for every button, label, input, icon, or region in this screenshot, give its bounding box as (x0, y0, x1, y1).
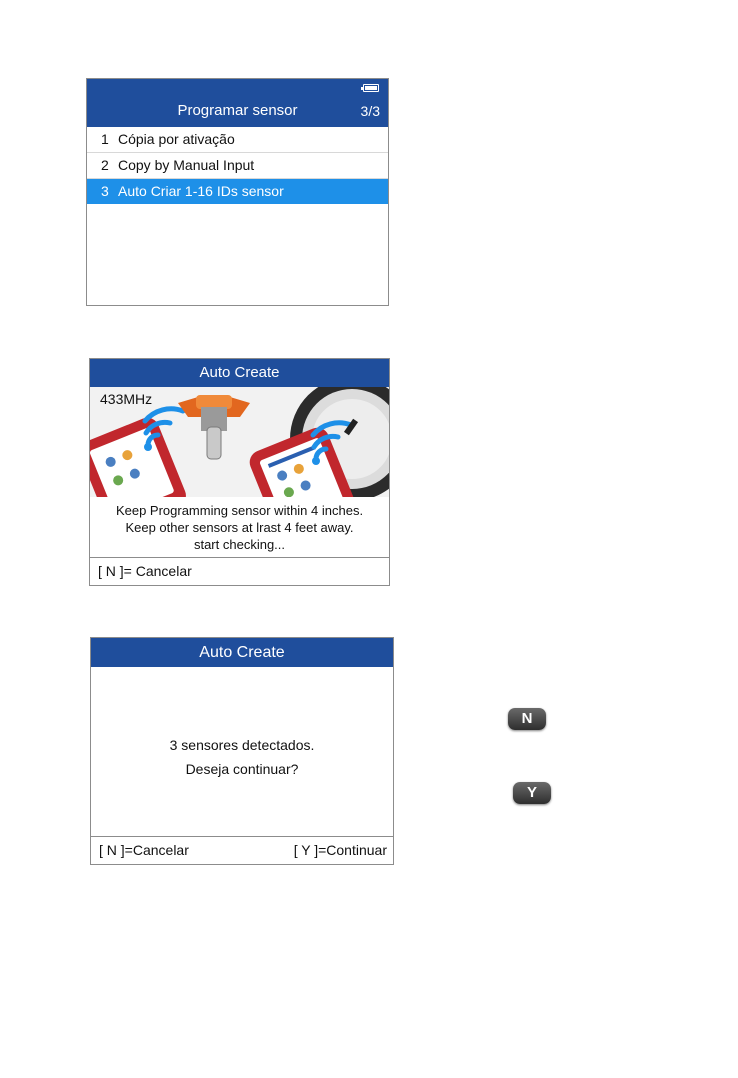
page-indicator: 3/3 (360, 103, 380, 119)
detected-message (91, 733, 393, 781)
message-line: Keep Programming sensor within 4 inches. (115, 503, 364, 518)
continue-hint: [ Y ]=Continuar (293, 842, 387, 858)
menu-item-number: 2 (101, 157, 109, 173)
message-line: start checking... (193, 537, 286, 552)
menu-item-number: 3 (101, 183, 109, 199)
screen-title: Auto Create (91, 638, 393, 667)
screen-title: Programar sensor (177, 102, 298, 119)
frequency-label: 433MHz (100, 391, 153, 407)
menu-item-label: Cópia por ativação (118, 131, 235, 147)
menu-item-copy-by-manual-input[interactable] (87, 153, 388, 179)
title-bar (87, 79, 388, 127)
programar-sensor-screen (86, 78, 389, 306)
auto-create-checking-screen (89, 358, 390, 586)
y-key-button[interactable]: Y (513, 782, 551, 804)
cancel-hint: [ N ]= Cancelar (90, 557, 389, 585)
cancel-hint: [ N ]=Cancelar (99, 842, 189, 858)
footer-hints (91, 836, 393, 864)
menu-list (87, 127, 388, 204)
message-line: Keep other sensors at lrast 4 feet away. (125, 520, 354, 535)
sensors-detected-screen (90, 637, 394, 865)
menu-item-auto-create[interactable] (87, 179, 388, 204)
battery-icon (363, 84, 379, 92)
screen-title: Auto Create (90, 359, 389, 387)
instruction-message (90, 502, 389, 553)
message-line: Deseja continuar? (185, 761, 299, 777)
message-line: 3 sensores detectados. (169, 737, 315, 753)
menu-item-label: Copy by Manual Input (118, 157, 255, 173)
menu-item-copy-by-activation[interactable] (87, 127, 388, 153)
sensor-illustration (90, 387, 390, 497)
menu-item-label: Auto Criar 1-16 IDs sensor (118, 183, 284, 199)
n-key-button[interactable]: N (508, 708, 546, 730)
menu-item-number: 1 (101, 131, 109, 147)
